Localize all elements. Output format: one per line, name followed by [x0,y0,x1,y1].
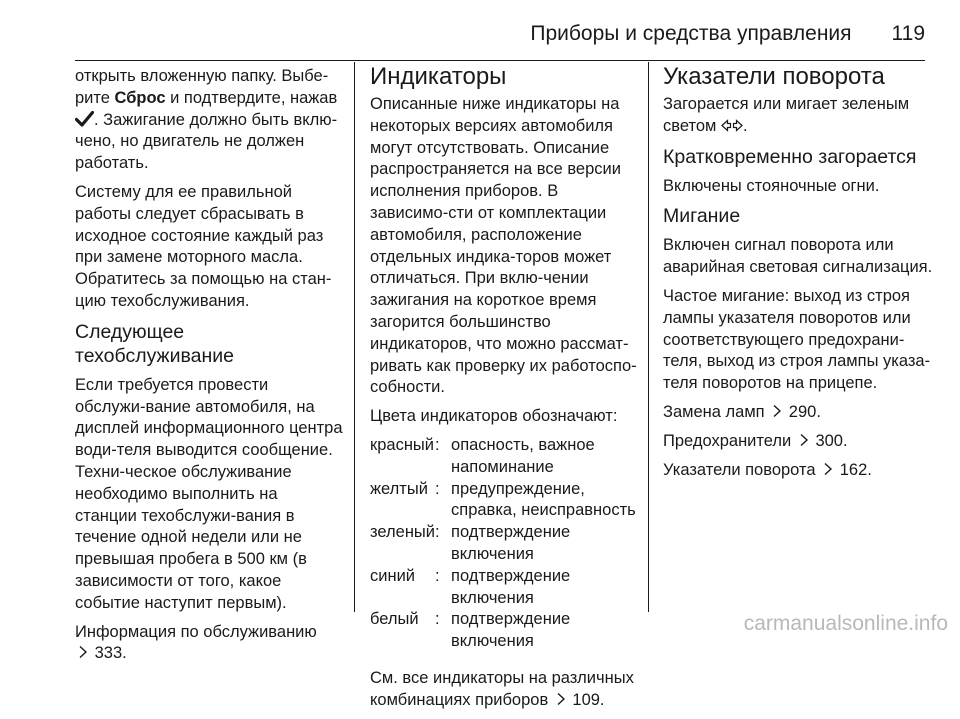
paragraph: Частое мигание: выход из строя лампы указателя поворотов или соответствующего предохрани-теля, выход из строя лампы указа-теля поворотов на прицепе. [663,286,931,393]
text-run: и подтвердите, нажав [165,88,338,107]
separator: : [435,435,440,454]
section-heading: Мигание [663,205,741,228]
page-reference[interactable]: 162. [839,460,872,479]
color-name: синий [370,566,416,585]
column-divider [648,62,649,612]
cross-reference [663,402,933,424]
color-name: белый [370,610,419,629]
page-reference-arrow-icon [75,644,90,658]
column-divider [354,62,355,612]
page-reference-arrow-icon [769,403,784,417]
color-name: желтый [370,479,428,498]
page-reference-arrow-icon [820,461,835,475]
table-row [370,522,640,566]
page-title: Приборы и средства управления [530,22,852,45]
text-run: . Зажигание должно быть вклю-чено, но двигатель не должен работать. [75,110,338,173]
reset-keyword: Сброс [114,88,166,107]
color-meaning: подтверждение включения [451,610,571,651]
paragraph [370,668,640,712]
separator: : [435,566,440,585]
watermark: carmanualsonline.info [743,612,948,635]
section-heading: Указатели поворота [663,63,885,90]
paragraph: Описанные ниже индикаторы на некоторых версиях автомобиля могут отсутствовать. Описание распространяется на все версии исполнения приборов. В зависимо-сти от комплектации автомобиля, расположение отдельных индика-торов может отличаться. При вклю-чении зажигания на короткое время загорится большинство индикаторов, что можно рассмат-ривать как проверку их работоспо-собности. [370,95,637,397]
paragraph: Включены стояночные огни. [663,176,880,195]
table-row [370,479,640,523]
separator: : [435,479,440,498]
table-row [370,435,640,479]
column-right [663,62,933,488]
page-number: 119 [891,22,925,45]
indicator-colors-table [370,435,640,653]
color-meaning: подтверждение включения [451,523,571,563]
page-header [75,22,925,61]
color-meaning: подтверждение включения [451,566,571,607]
text-run: . [742,116,748,135]
paragraph: Цвета индикаторов обозначают: [370,407,618,426]
text-run: См. все индикаторы на различных комбинациях приборов [370,668,634,709]
page-reference[interactable]: 290. [788,402,821,421]
cross-reference [663,460,933,482]
section-heading: Индикаторы [370,63,507,90]
paragraph [663,94,933,138]
checkmark-icon [75,111,94,127]
page-reference[interactable]: 333. [94,644,127,663]
paragraph: Если требуется провести обслужи-вание автомобиля, на дисплей информационного центра води-теля выводится сообщение. Техни-ческое обслуживание необходимо выполнить на станции техобслужи-вания в течение одной недели или не превышая пробега в 500 км (в зависимости от того, какое событие наступит первым). [75,375,343,612]
column-left [75,66,343,672]
paragraph: Включен сигнал поворота или аварийная световая сигнализация. [663,236,933,277]
color-name: красный [370,435,435,454]
separator: : [435,523,440,542]
text-run: Указатели поворота [663,460,821,479]
paragraph [75,622,343,666]
turn-signal-icon [721,117,743,130]
section-heading: Следующее техобслуживание [75,320,234,367]
paragraph [75,66,343,175]
page-reference-arrow-icon [796,432,811,446]
column-middle [370,62,640,719]
text-run: Предохранители [663,431,796,450]
page-reference-arrow-icon [553,691,568,705]
table-row [370,566,640,610]
text-run: Замена ламп [663,402,770,421]
page-reference[interactable]: 109. [572,690,605,709]
table-row [370,609,640,653]
page-reference[interactable]: 300. [815,431,848,450]
separator: : [435,610,440,629]
cross-reference [663,431,933,453]
paragraph: Систему для ее правильной работы следует сбрасывать в исходное состояние каждый раз при замене моторного масла. Обратитесь за помощью на стан-цию техобслуживания. [75,182,332,310]
section-heading: Кратковременно загорается [663,145,917,168]
text-run: открыть вложенную папку. Выбе-рите [75,67,329,107]
color-name: зеленый [370,523,436,542]
text-run: Информация по обслуживанию [75,622,317,641]
color-meaning: предупреждение, справка, неисправность [451,479,636,520]
color-meaning: опасность, важное напоминание [451,435,595,476]
text-run: Загорается или мигает зеленым светом [663,95,910,135]
